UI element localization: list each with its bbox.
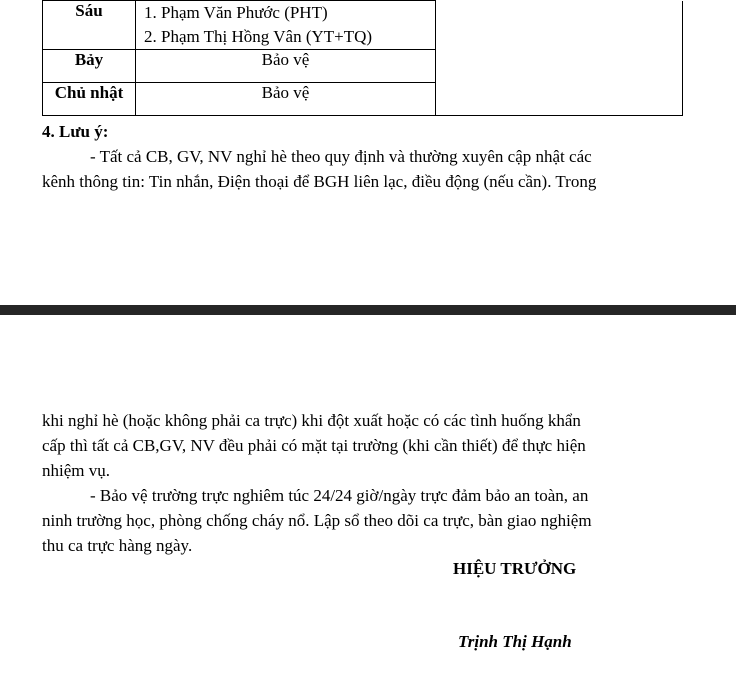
note-line: - Tất cả CB, GV, NV nghỉ hè theo quy định và thường xuyên cập nhật các [90, 147, 592, 166]
blank-cell [436, 50, 683, 83]
note-line: khi nghỉ hè (hoặc không phải ca trực) khi đột xuất hoặc có các tình huống khẩn [42, 411, 581, 430]
duty-cell: Bảo vệ [136, 83, 436, 116]
duty-line: 2. Phạm Thị Hồng Vân (YT+TQ) [144, 27, 373, 46]
table-row [43, 1, 683, 50]
day-cell: Bảy [43, 50, 136, 83]
signer-title: HIỆU TRƯỞNG [453, 559, 577, 578]
table-row [43, 83, 683, 116]
blank-cell [436, 83, 683, 116]
page-top [0, 0, 736, 305]
note-line: nhiệm vụ. [42, 461, 110, 480]
table-row [43, 50, 683, 83]
duty-cell: Bảo vệ [136, 50, 436, 83]
note-heading: 4. Lưu ý: [42, 122, 109, 141]
note-line: ninh trường học, phòng chống cháy nổ. Lập sổ theo dõi ca trực, bàn giao nghiệm [42, 511, 592, 530]
duty-cell [136, 1, 436, 50]
day-cell: Sáu [43, 1, 136, 50]
note-line: - Bảo vệ trường trực nghiêm túc 24/24 giờ/ngày trực đảm bảo an toàn, an [90, 486, 589, 505]
note-line: kênh thông tin: Tin nhắn, Điện thoại để BGH liên lạc, điều động (nếu cần). Trong [42, 172, 597, 191]
day-cell: Chủ nhật [43, 83, 136, 116]
note-line: cấp thì tất cả CB,GV, NV đều phải có mặt tại trường (khi cần thiết) để thực hiện [42, 436, 586, 455]
duty-schedule-table [42, 0, 683, 116]
note-line: thu ca trực hàng ngày. [42, 536, 193, 555]
duty-line: 1. Phạm Văn Phước (PHT) [144, 3, 328, 22]
page-bottom [0, 315, 736, 685]
page-separator [0, 305, 736, 315]
signer-name: Trịnh Thị Hạnh [458, 632, 572, 651]
blank-cell [436, 1, 683, 50]
